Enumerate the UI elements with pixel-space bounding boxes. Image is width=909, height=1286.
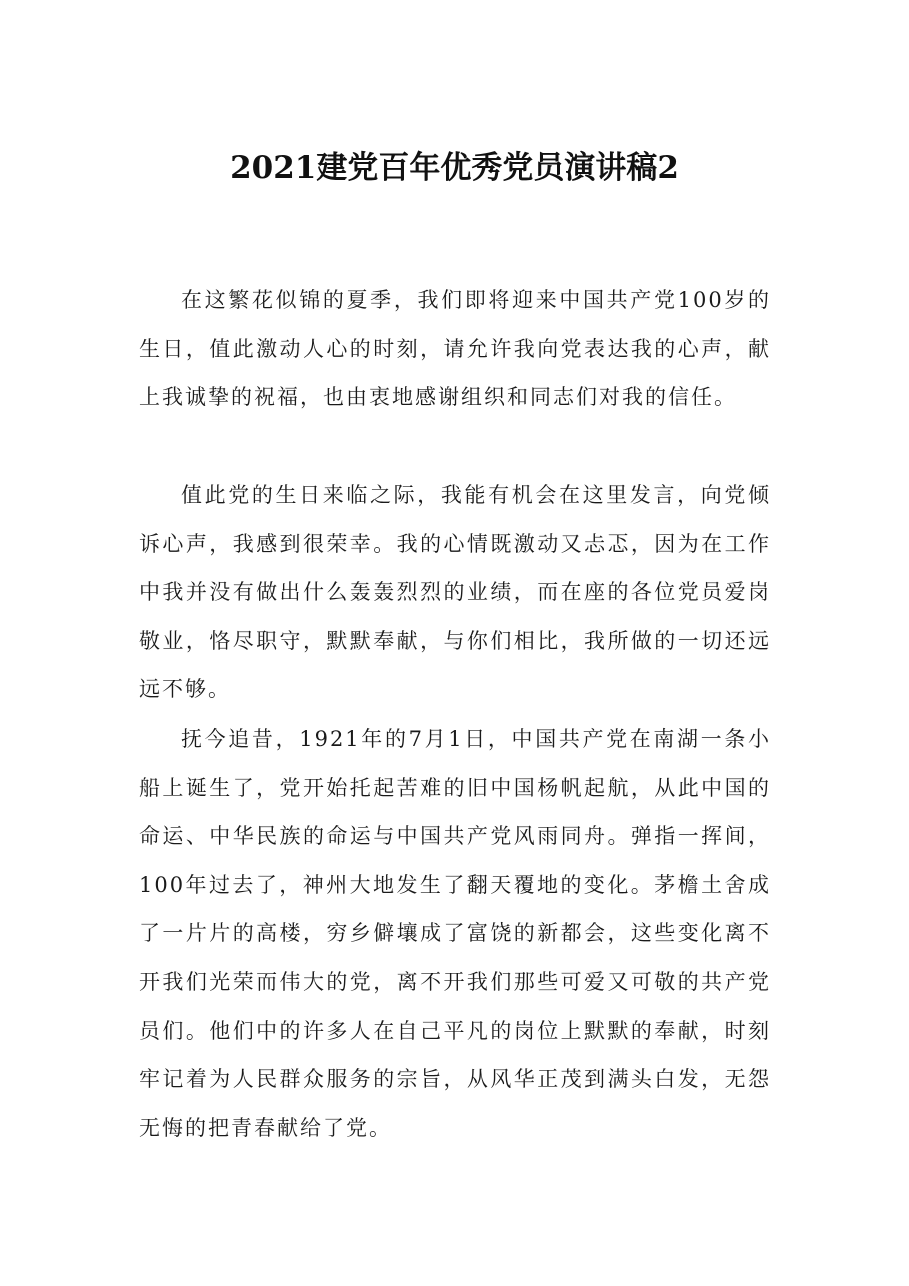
paragraph-2: 值此党的生日来临之际，我能有机会在这里发言，向党倾诉心声，我感到很荣幸。我的心情既激动又忐忑，因为在工作中我并没有做出什么轰轰烈烈的业绩，而在座的各位党员爱岗敬业，恪尽职守，默默奉献，与你们相比，我所做的一切还远远不够。 <box>139 483 771 702</box>
document-title: 2021建党百年优秀党员演讲稿2 <box>230 150 679 186</box>
paragraph-1: 在这繁花似锦的夏季，我们即将迎来中国共产党100岁的生日，值此激动人心的时刻，请允许我向党表达我的心声，献上我诚挚的祝福，也由衷地感谢组织和同志们对我的信任。 <box>139 288 771 410</box>
paragraph-3: 抚今追昔，1921年的7月1日，中国共产党在南湖一条小船上诞生了，党开始托起苦难的旧中国杨帆起航，从此中国的命运、中华民族的命运与中国共产党风雨同舟。弹指一挥间，100年过去了，神州大地发生了翻天覆地的变化。茅檐土舍成了一片片的高楼，穷乡僻壤成了富饶的新都会，这些变化离不开我们光荣而伟大的党，离不开我们那些可爱又可敬的共产党员们。他们中的许多人在自己平凡的岗位上默默的奉献，时刻牢记着为人民群众服务的宗旨，从风华正茂到满头白发，无怨无悔的把青春献给了党。 <box>139 727 771 1140</box>
